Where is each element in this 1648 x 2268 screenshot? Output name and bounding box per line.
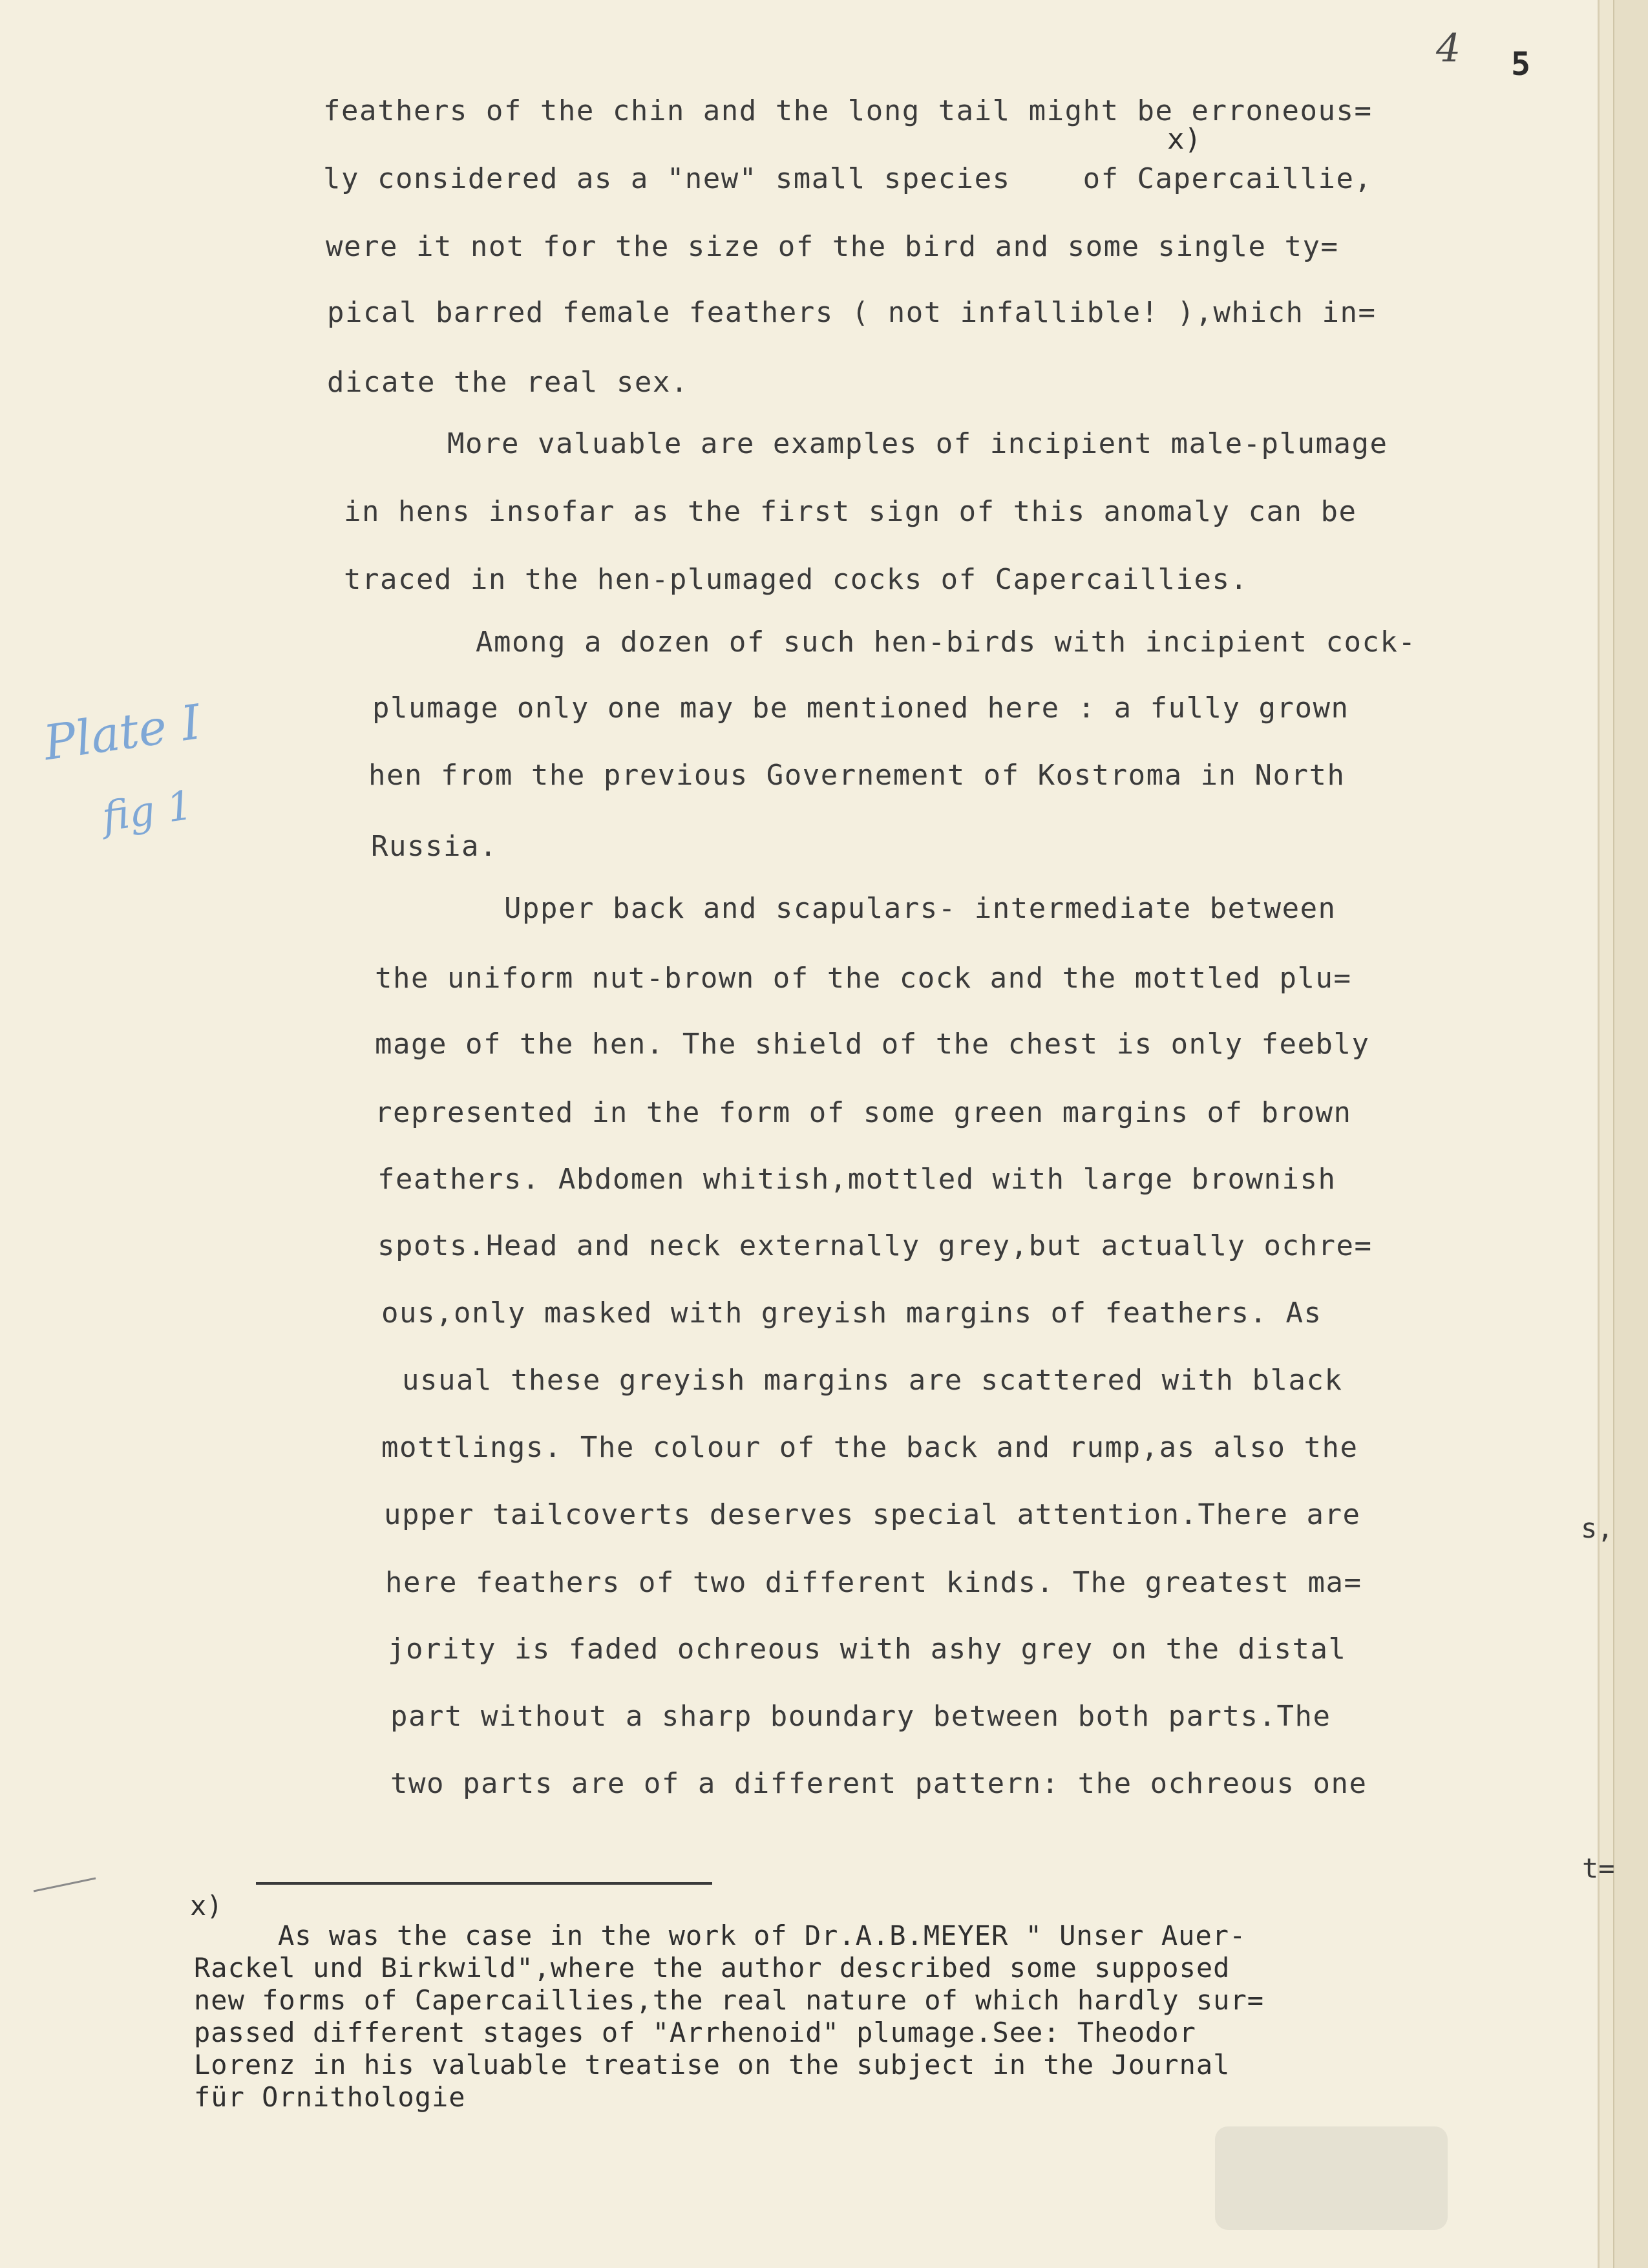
faded-stamp: [1215, 2126, 1448, 2230]
margin-note-drawing: [32, 672, 246, 866]
footnote-rule: [256, 1882, 712, 1885]
body-line: Among a dozen of such hen-birds with incipient cock-: [476, 626, 1417, 659]
body-line: plumage only one may be mentioned here : a fully grown: [372, 692, 1349, 725]
body-line: represented in the form of some green margins of brown: [375, 1096, 1352, 1129]
body-line: Russia.: [371, 830, 498, 863]
footnote-line: Lorenz in his valuable treatise on the subject in the Journal: [194, 2049, 1231, 2081]
handwritten-margin-note: [32, 672, 246, 866]
body-line: here feathers of two different kinds. The greatest ma=: [385, 1566, 1362, 1599]
body-line: feathers. Abdomen whitish,mottled with large brownish: [377, 1163, 1336, 1196]
body-line: ly considered as a "new" small species of Capercaillie,: [323, 162, 1373, 195]
footnote-mark: x): [190, 1890, 223, 1922]
body-line: were it not for the size of the bird and some single ty=: [326, 230, 1339, 263]
underpage-text-fragment: s,: [1581, 1512, 1614, 1544]
margin-tick-mark: [31, 1874, 102, 1894]
body-line: feathers of the chin and the long tail might be erroneous=: [323, 94, 1373, 127]
page-number: 5: [1511, 45, 1531, 83]
body-line: Upper back and scapulars- intermediate between: [504, 892, 1336, 925]
body-line: mottlings. The colour of the back and rump,as also the: [381, 1431, 1358, 1464]
footnote-line: new forms of Capercaillies,the real nature of which hardly sur=: [194, 1984, 1265, 2016]
body-line: jority is faded ochreous with ashy grey on the distal: [388, 1633, 1347, 1666]
margin-note-plate: Plate I: [40, 694, 204, 772]
body-line: upper tailcoverts deserves special attention.There are: [384, 1498, 1361, 1531]
underpage-text-fragment: t=: [1582, 1852, 1615, 1884]
body-line: two parts are of a different pattern: the ochreous one: [390, 1767, 1368, 1800]
body-line: ous,only masked with greyish margins of feathers. As: [381, 1297, 1322, 1330]
paper-edge: [1598, 0, 1615, 2268]
body-line: traced in the hen-plumaged cocks of Capercaillies.: [344, 563, 1249, 596]
body-line: the uniform nut-brown of the cock and the mottled plu=: [375, 962, 1352, 995]
body-line: More valuable are examples of incipient male-plumage: [447, 427, 1388, 460]
body-line: mage of the hen. The shield of the chest is only feebly: [375, 1028, 1370, 1061]
footnote-reference: x): [1167, 123, 1201, 156]
body-line: spots.Head and neck externally grey,but actually ochre=: [377, 1229, 1373, 1262]
body-line: pical barred female feathers ( not infallible! ),which in=: [327, 296, 1377, 329]
footnote-line: As was the case in the work of Dr.A.B.MEYER " Unser Auer-: [278, 1920, 1247, 1951]
footnote-line: für Ornithologie: [194, 2081, 466, 2113]
handwritten-page-number: 4: [1436, 26, 1461, 71]
margin-note-figure: fig 1: [99, 781, 196, 841]
paper-edge-back: [1613, 0, 1648, 2268]
body-line: dicate the real sex.: [327, 366, 689, 399]
footnote-line: passed different stages of "Arrhenoid" plumage.See: Theodor: [194, 2017, 1196, 2048]
body-line: hen from the previous Governement of Kostroma in North: [368, 759, 1346, 792]
body-line: usual these greyish margins are scattered with black: [402, 1364, 1343, 1397]
body-line: in hens insofar as the first sign of this anomaly can be: [344, 495, 1357, 528]
body-line: part without a sharp boundary between both parts.The: [390, 1700, 1331, 1733]
footnote-line: Rackel und Birkwild",where the author described some supposed: [194, 1952, 1231, 1984]
